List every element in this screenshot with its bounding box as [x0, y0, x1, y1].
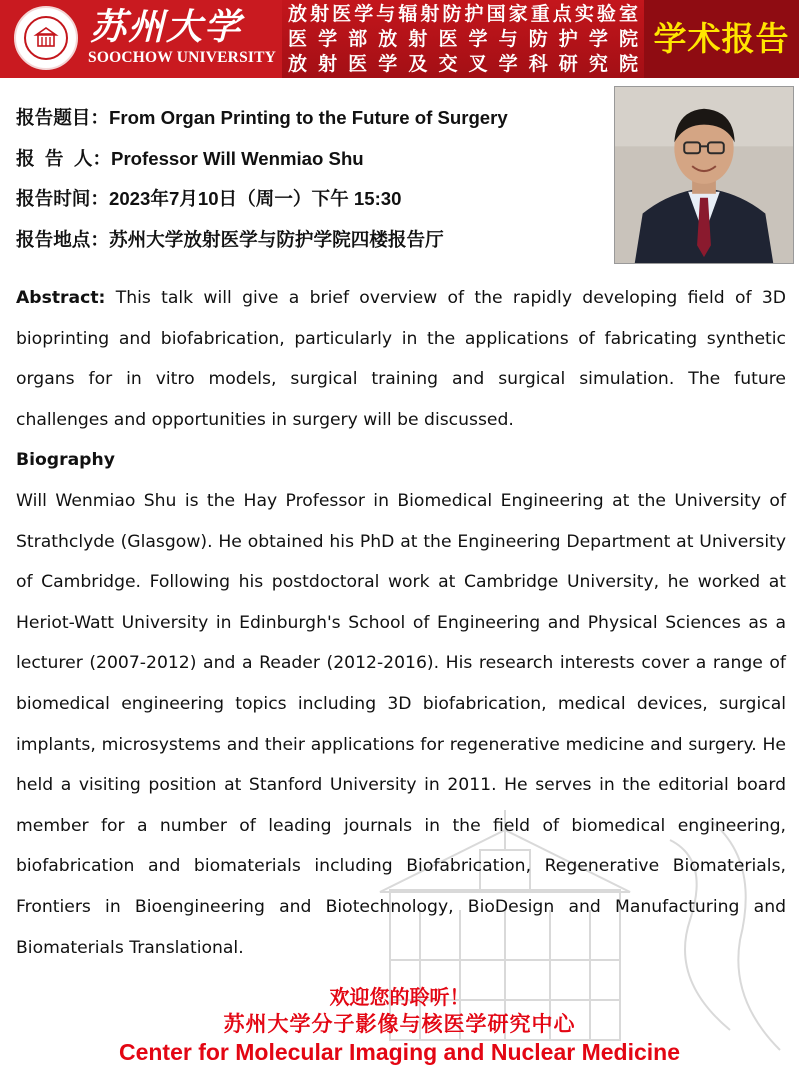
lab-name-line: 医学部放射医学与防护学院	[288, 28, 638, 50]
report-tag: 学术报告	[644, 0, 799, 78]
abstract-paragraph	[16, 278, 786, 440]
welcome-text: 欢迎您的聆听！	[329, 985, 470, 1009]
lab-name-line: 放射医学与辐射防护国家重点实验室	[288, 3, 638, 25]
footer	[0, 984, 799, 1066]
university-seal-icon	[14, 6, 78, 70]
speaker-name: Professor Will Wenmiao Shu	[111, 147, 364, 169]
time-row	[16, 179, 614, 220]
talk-location: 苏州大学放射医学与防护学院四楼报告厅	[108, 228, 444, 250]
talk-title-label: 报告题目：	[16, 107, 109, 128]
talk-info	[16, 98, 614, 260]
abstract-text: This talk will give a brief overview of the rapidly developing field of 3D bioprinting and biofabrication, particularly in the applications of fabricating synthetic organs for in vitro models, surgical training and surgical simulation. The future challenges and opportunities in surgery will be discussed.	[16, 288, 786, 430]
location-label: 报告地点：	[16, 228, 109, 250]
biography-heading: Biography	[16, 450, 115, 471]
university-name-cn: 苏州大学	[90, 6, 243, 48]
university-name-en: SOOCHOW UNIVERSITY	[88, 49, 277, 66]
talk-title: From Organ Printing to the Future of Surgery	[108, 107, 508, 128]
talk-title-row	[16, 98, 614, 139]
time-label: 报告时间：	[16, 188, 109, 209]
biography-text: Will Wenmiao Shu is the Hay Professor in Biomedical Engineering at the University of Strathclyde (Glasgow). He obtained his PhD at the Engineering Department at University of Cambridge. Following his postdoctoral work at Cambridge University, he worked at Heriot-Watt University in Edinburgh's School of Engineering and Physical Sciences as a lecturer (2007-2012) and a Reader (2012-2016). His research interests cover a range of biomedical engineering topics including 3D biofabrication, medical devices, surgical implants, microsystems and their applications for regenerative medicine and surgery. He held a visiting position at Stanford University in 2011. He serves in the editorial board member for a number of leading journals in the field of biomedical engineering, biofabrication and biomaterials including Biofabrication, Regenerative Biomaterials, Frontiers in Bioengineering and Biotechnology, BioDesign and Manufacturing and Biomaterials Translational.	[16, 490, 786, 958]
abstract-label: Abstract:	[16, 288, 106, 308]
location-row	[16, 220, 614, 261]
center-name-cn: 苏州大学分子影像与核医学研究中心	[223, 1012, 576, 1036]
seal-emblem-icon	[31, 23, 61, 53]
lab-names	[288, 2, 638, 77]
center-name-en: Center for Molecular Imaging and Nuclear Medicine	[118, 1039, 681, 1065]
content-body	[16, 278, 786, 968]
speaker-label: 报 告 人：	[16, 147, 112, 169]
talk-time: 2023年7月10日（周一）下午 15:30	[108, 188, 402, 209]
speaker-row	[16, 139, 614, 180]
university-logo-block	[0, 0, 282, 78]
header-banner	[0, 0, 799, 78]
speaker-portrait	[614, 86, 794, 264]
lab-name-line: 放射医学及交叉学科研究院	[288, 53, 638, 75]
